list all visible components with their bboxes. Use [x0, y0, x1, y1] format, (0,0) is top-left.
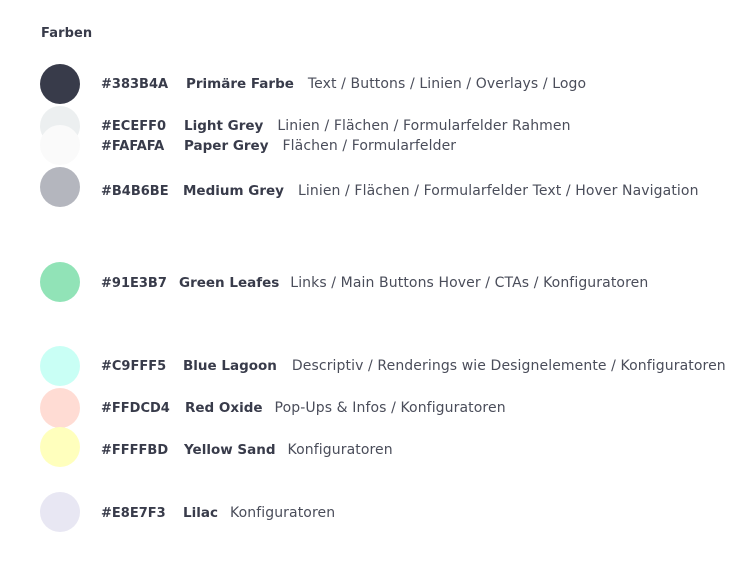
color-row [101, 273, 648, 293]
color-swatch [40, 346, 80, 386]
color-hex: #FFDCD4 [101, 400, 170, 416]
color-swatch [40, 167, 80, 207]
color-name: Lilac [183, 505, 218, 521]
color-name: Yellow Sand [184, 442, 276, 458]
color-row [101, 136, 456, 156]
color-usage: Konfiguratoren [229, 505, 336, 521]
color-usage: Links / Main Buttons Hover / CTAs / Konfiguratoren [290, 275, 649, 291]
color-name: Blue Lagoon [183, 358, 277, 374]
color-usage: Pop-Ups & Infos / Konfiguratoren [274, 400, 506, 416]
color-name: Medium Grey [183, 183, 284, 199]
color-name: Paper Grey [184, 138, 269, 154]
color-usage: Konfiguratoren [287, 442, 393, 458]
color-name: Light Grey [184, 118, 264, 134]
color-usage: Text / Buttons / Linien / Overlays / Logo [307, 76, 587, 92]
color-row [101, 74, 586, 94]
color-row [101, 356, 726, 376]
color-name: Primäre Farbe [186, 76, 294, 92]
color-hex: #FFFFBD [101, 442, 169, 458]
color-usage: Descriptiv / Renderings wie Designelemente / Konfiguratoren [291, 358, 726, 374]
color-name: Green Leafes [179, 275, 280, 291]
color-swatch [40, 64, 80, 104]
color-usage: Linien / Flächen / Formularfelder Text / Hover Navigation [297, 183, 699, 199]
color-hex: #ECEFF0 [101, 118, 166, 134]
section-title: Farben [41, 26, 93, 41]
color-row [101, 116, 571, 136]
color-usage: Linien / Flächen / Formularfelder Rahmen [277, 118, 571, 134]
color-swatch [40, 125, 80, 165]
color-hex: #E8E7F3 [101, 505, 166, 521]
color-hex: #91E3B7 [101, 275, 167, 291]
color-hex: #B4B6BE [101, 183, 169, 199]
color-row [101, 398, 506, 418]
color-usage: Flächen / Formularfelder [282, 138, 457, 154]
color-hex: #FAFAFA [101, 138, 165, 154]
color-hex: #383B4A [101, 76, 169, 92]
color-row [101, 181, 699, 201]
color-swatch [40, 262, 80, 302]
color-row [101, 503, 335, 523]
color-name: Red Oxide [185, 400, 263, 416]
color-hex: #C9FFF5 [101, 358, 167, 374]
color-swatch [40, 388, 80, 428]
color-swatch [40, 492, 80, 532]
color-row [101, 440, 393, 460]
color-swatch [40, 427, 80, 467]
